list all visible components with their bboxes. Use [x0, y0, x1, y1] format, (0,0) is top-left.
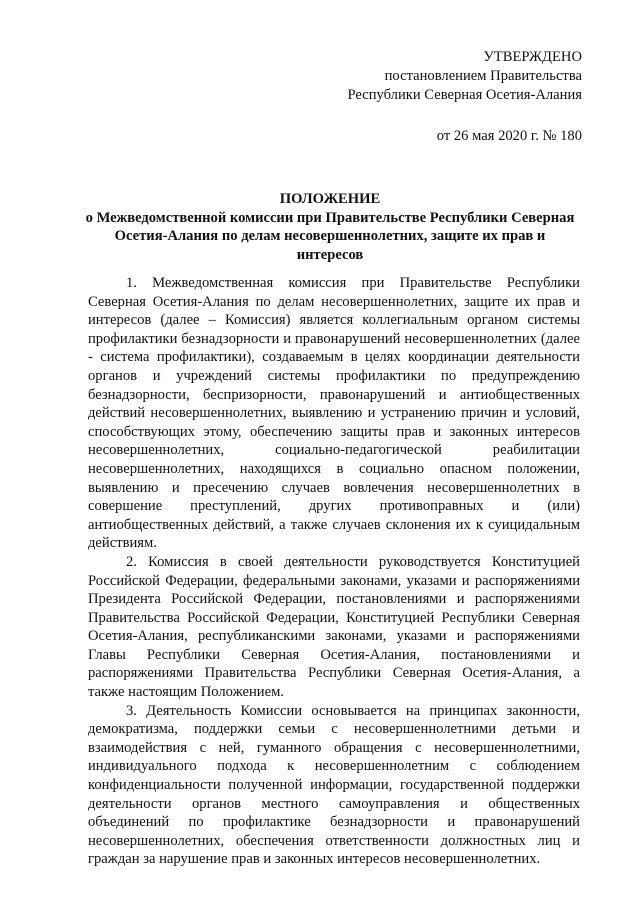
document-subtitle: о Межведомственной комиссии при Правительстве Республики Северная Осетия-Алания по делам несовершеннолетних, защите их прав и интересов	[85, 209, 575, 263]
document-body	[88, 274, 580, 869]
approval-date-number: от 26 мая 2020 г. № 180	[436, 128, 582, 144]
document-heading	[80, 190, 580, 264]
approval-line-2: Республики Северная Осетия-Алания	[347, 87, 582, 103]
document-title: ПОЛОЖЕНИЕ	[279, 191, 381, 207]
approval-title: УТВЕРЖДЕНО	[483, 49, 582, 65]
paragraph-1: 1. Межведомственная комиссия при Правительстве Республики Северная Осетия-Алания по делам несовершеннолетних, защите их прав и интересов (далее – Комиссия) является коллегиальным органом системы профилактики безнадзорности и правонарушений несовершеннолетних (далее - система профилактики), создаваемым в целях координации деятельности органов и учреждений системы профилактики по предупреждению безнадзорности, беспризорности, правонарушений и антиобщественных действий несовершеннолетних, выявлению и устранению причин и условий, способствующих этому, обеспечению защиты прав и законных интересов несовершеннолетних, социально-педагогической реабилитации несовершеннолетних, находящихся в социально опасном положении, выявлению и пресечению случаев вовлечения несовершеннолетних в совершение преступлений, других противоправных и (или) антиобщественных действий, а также случаев склонения их к суицидальным действиям.	[88, 275, 580, 552]
approval-line-1: постановлением Правительства	[384, 68, 582, 84]
paragraph-2: 2. Комиссия в своей деятельности руководствуется Конституцией Российской Федерации, федеральными законами, указами и распоряжениями Президента Российской Федерации, постановлениями и распоряжениями Правительства Российской Федерации, Конституцией Республики Северная Осетия-Алания, республиканскими законами, указами и распоряжениями Главы Республики Северная Осетия-Алания, постановлениями и распоряжениями Правительства Республики Северная Осетия-Алания, а также настоящим Положением.	[88, 553, 580, 701]
approval-stamp	[347, 48, 582, 146]
paragraph-3: 3. Деятельность Комиссии основывается на принципах законности, демократизма, поддержки семьи с несовершеннолетними детьми и взаимодействия с ней, гуманного обращения с несовершеннолетними, индивидуального подхода к несовершеннолетним с соблюдением конфиденциальности полученной информации, государственной поддержки деятельности органов местного самоуправления и общественных объединений по профилактике безнадзорности и правонарушений несовершеннолетних, обеспечения ответственности должностных лиц и граждан за нарушение прав и законных интересов несовершеннолетних.	[88, 702, 580, 868]
